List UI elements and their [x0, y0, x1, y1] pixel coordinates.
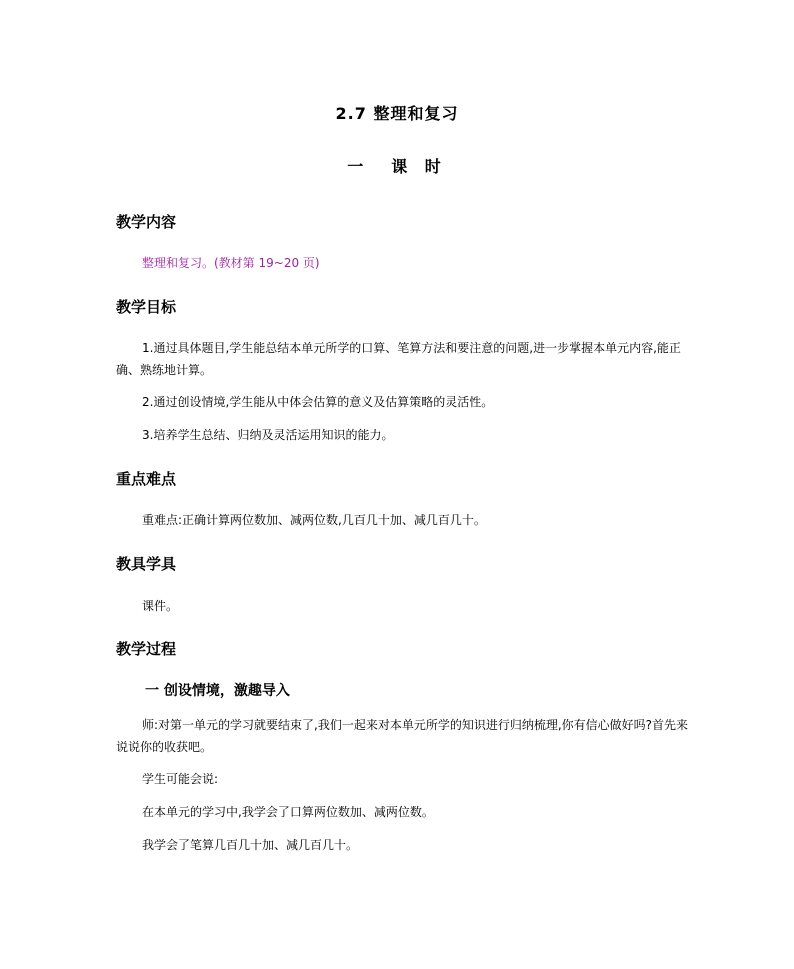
- section-heading-tools: 教具学具: [116, 555, 177, 573]
- goal-item-1: 1.通过具体题目,学生能总结本单元所学的口算、笔算方法和要注意的问题,进一步掌握本单元内容,能正确、熟练地计算。: [116, 341, 681, 377]
- process-paragraph-2: 学生可能会说:: [142, 772, 219, 786]
- section-heading-key-points: 重点难点: [116, 470, 177, 488]
- process-paragraph-3: 在本单元的学习中,我学会了口算两位数加、减两位数。: [142, 805, 434, 819]
- section-heading-content: 教学内容: [116, 213, 177, 231]
- document-title: 2.7 整理和复习: [335, 104, 459, 123]
- document-subtitle: 一 课 时: [347, 157, 447, 176]
- tools-text: 课件。: [142, 599, 179, 613]
- process-paragraph-1: 师:对第一单元的学习就要结束了,我们一起来对本单元所学的知识进行归纳梳理,你有信心做好吗?首先来说说你的收获吧。: [116, 718, 689, 754]
- process-paragraph-4: 我学会了笔算几百几十加、减几百几十。: [142, 838, 359, 852]
- section-heading-goals: 教学目标: [116, 298, 177, 316]
- process-step-1-heading: 一 创设情境，激趣导入: [145, 683, 290, 699]
- goal-item-2: 2.通过创设情境,学生能从中体会估算的意义及估算策略的灵活性。: [142, 395, 494, 409]
- section-heading-process: 教学过程: [116, 640, 177, 658]
- content-text: 整理和复习。(教材第 19~20 页): [142, 256, 320, 270]
- key-points-text: 重难点:正确计算两位数加、减两位数,几百几十加、减几百几十。: [142, 513, 486, 527]
- goal-item-3: 3.培养学生总结、归纳及灵活运用知识的能力。: [142, 428, 394, 442]
